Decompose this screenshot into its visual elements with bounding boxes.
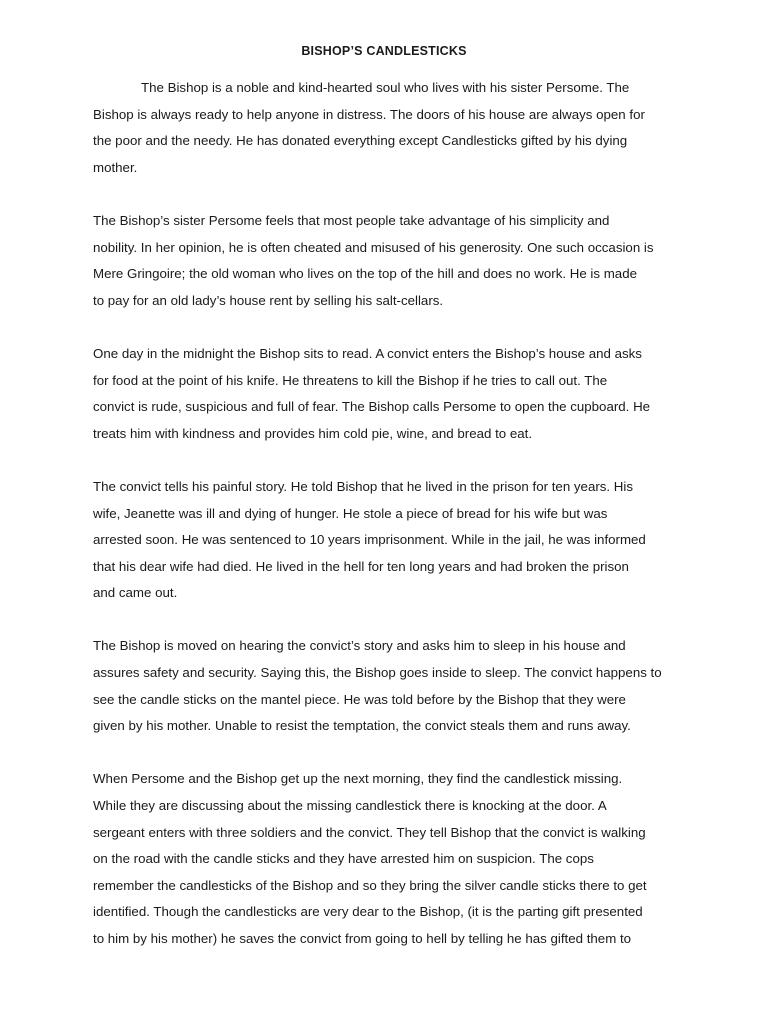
text-line: that his dear wife had died. He lived in the hell for ten long years and had broken the prison xyxy=(93,558,629,574)
text-line: remember the candlesticks of the Bishop and so they bring the silver candle sticks there to get xyxy=(93,877,647,893)
text-line: see the candle sticks on the mantel piece. He was told before by the Bishop that they were xyxy=(93,691,626,707)
text-line: One day in the midnight the Bishop sits to read. A convict enters the Bishop’s house and asks xyxy=(93,345,642,361)
text-line: the poor and the needy. He has donated everything except Candlesticks gifted by his dying xyxy=(93,133,628,149)
document-body xyxy=(93,75,693,979)
text-line: When Persome and the Bishop get up the next morning, they find the candlestick missing. xyxy=(93,771,623,787)
text-line: treats him with kindness and provides him cold pie, wine, and bread to eat. xyxy=(93,425,533,441)
text-line: sergeant enters with three soldiers and the convict. They tell Bishop that the convict is walking xyxy=(93,824,646,840)
text-line: The Bishop’s sister Persome feels that most people take advantage of his simplicity and xyxy=(93,212,610,228)
text-line: Mere Gringoire; the old woman who lives on the top of the hill and does no work. He is made xyxy=(93,266,637,282)
text-line: on the road with the candle sticks and they have arrested him on suspicion. The cops xyxy=(93,851,594,867)
text-line: to pay for an old lady’s house rent by selling his salt-cellars. xyxy=(93,292,444,308)
text-line: assures safety and security. Saying this, the Bishop goes inside to sleep. The convict happens to xyxy=(93,665,662,681)
text-line: wife, Jeanette was ill and dying of hunger. He stole a piece of bread for his wife but was xyxy=(93,505,608,521)
paragraph xyxy=(93,766,693,952)
text-line: arrested soon. He was sentenced to 10 years imprisonment. While in the jail, he was informed xyxy=(93,532,646,548)
text-line: While they are discussing about the missing candlestick there is knocking at the door. A xyxy=(93,798,607,814)
paragraph xyxy=(93,474,693,607)
paragraph xyxy=(93,633,693,739)
document-title: BISHOP’S CANDLESTICKS xyxy=(301,44,467,58)
text-line: to him by his mother) he saves the convict from going to hell by telling he has gifted them to xyxy=(93,931,632,946)
text-line: nobility. In her opinion, he is often cheated and misused of his generosity. One such occasion is xyxy=(93,239,654,255)
text-line: The convict tells his painful story. He told Bishop that he lived in the prison for ten years. His xyxy=(93,478,634,494)
text-line: given by his mother. Unable to resist the temptation, the convict steals them and runs away. xyxy=(93,718,631,734)
text-line: and came out. xyxy=(93,585,178,601)
text-line: Bishop is always ready to help anyone in distress. The doors of his house are always open for xyxy=(93,106,645,122)
text-line: for food at the point of his knife. He threatens to kill the Bishop if he tries to call out. The xyxy=(93,372,608,388)
text-line: The Bishop is moved on hearing the convict’s story and asks him to sleep in his house and xyxy=(93,638,626,654)
paragraph xyxy=(93,341,693,447)
text-line: The Bishop is a noble and kind-hearted soul who lives with his sister Persome. The xyxy=(141,80,630,95)
paragraph xyxy=(93,208,693,314)
paragraph xyxy=(93,75,693,181)
text-line: convict is rude, suspicious and full of fear. The Bishop calls Persome to open the cupboard. He xyxy=(93,399,651,415)
text-line: identified. Though the candlesticks are very dear to the Bishop, (it is the parting gift presented xyxy=(93,904,643,920)
text-line: mother. xyxy=(93,159,138,175)
